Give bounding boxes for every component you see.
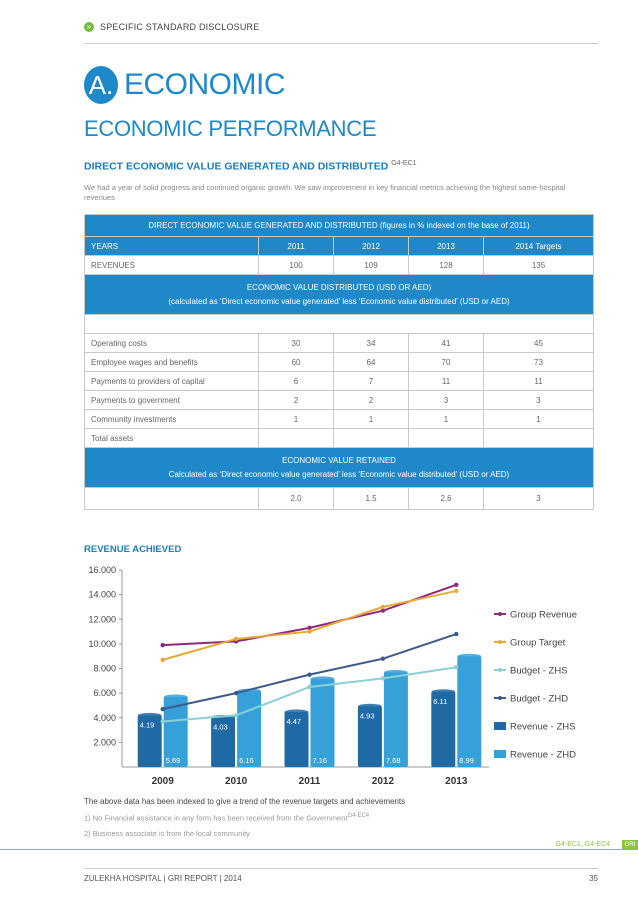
row-label: Total assets — [85, 429, 259, 448]
table-cell: 70 — [409, 353, 484, 372]
year-cell: 2012 — [334, 237, 409, 256]
line-point — [234, 637, 238, 641]
bar-value-label: 4.47 — [286, 716, 302, 726]
line-point — [454, 583, 458, 587]
x-tick-label: 2010 — [224, 776, 248, 787]
distributed-header-line: ECONOMIC VALUE DISTRIBUTED (USD OR AED) — [246, 282, 432, 292]
table-row — [85, 237, 594, 256]
distributed-header — [85, 275, 594, 315]
table-cell: 128 — [409, 256, 484, 275]
legend-label: Revenue - ZHD — [510, 749, 576, 761]
line-point — [381, 676, 385, 680]
chart-note: The above data has been indexed to give a trend of the revenue targets and achievements — [84, 797, 406, 806]
line-point — [454, 665, 458, 669]
disclosure-title — [84, 160, 417, 173]
legend-swatch — [494, 750, 506, 758]
table-row — [85, 256, 594, 275]
footnote-1 — [84, 813, 369, 823]
x-tick-label: 2011 — [298, 776, 321, 787]
table-row — [85, 372, 594, 391]
line-point — [454, 589, 458, 593]
table-cell: 30 — [259, 334, 334, 353]
economic-value-table — [84, 214, 594, 510]
y-tick-label: 14.000 — [88, 589, 116, 600]
legend-label: Revenue - ZHS — [510, 721, 576, 733]
table-cell: 1 — [484, 410, 594, 429]
legend-label: Group Revenue — [510, 609, 578, 621]
bar-cap — [358, 704, 382, 709]
table-row — [85, 488, 594, 510]
row-label: Payments to providers of capital — [85, 372, 259, 391]
line-point — [161, 658, 165, 662]
section-header — [84, 22, 259, 32]
bar-cap — [457, 654, 481, 659]
table-cell: 109 — [334, 256, 409, 275]
line-point — [307, 672, 311, 676]
table-cell: 45 — [484, 334, 594, 353]
table-row — [85, 391, 594, 410]
bar-cap — [285, 709, 309, 714]
bar-value-label: 5.69 — [165, 756, 181, 765]
distributed-header-line: (calculated as ‘Direct economic value generated’ less ‘Economic value distributed’ (USD or AED) — [168, 296, 510, 306]
y-tick-label: 10.000 — [88, 638, 116, 649]
table-cell: 1.5 — [334, 488, 409, 510]
line-point — [307, 629, 311, 633]
legend-label: Group Target — [510, 637, 566, 649]
green-divider — [0, 849, 638, 850]
y-tick-label: 2.000 — [93, 737, 116, 748]
spacer-row — [85, 315, 594, 334]
bar-value-label: 8.99 — [459, 756, 474, 765]
table-cell: 11 — [409, 372, 484, 391]
y-tick-label: 12.000 — [88, 614, 116, 625]
disclosure-title-text: DIRECT ECONOMIC VALUE GENERATED AND DISTRIBUTED — [84, 160, 389, 173]
section-header-label: SPECIFIC STANDARD DISCLOSURE — [100, 22, 260, 32]
table-cell: 1 — [259, 410, 334, 429]
year-cell: 2011 — [259, 237, 334, 256]
legend-swatch-dot — [498, 668, 502, 672]
table-cell — [259, 429, 334, 448]
bar-revenue-zhd — [384, 672, 408, 767]
table-row — [85, 429, 594, 448]
bar-revenue-zhd — [311, 679, 335, 767]
bar-cap — [311, 676, 335, 681]
table-cell: 2.0 — [259, 488, 334, 510]
table-cell: 60 — [259, 353, 334, 372]
bar-cap — [138, 713, 162, 718]
table-row — [85, 410, 594, 429]
table-cell: 34 — [334, 334, 409, 353]
table-header: DIRECT ECONOMIC VALUE GENERATED AND DISTRIBUTED (figures in % indexed on the base of 2011) — [85, 215, 594, 237]
row-label: Payments to government — [85, 391, 259, 410]
line-group-revenue — [163, 585, 457, 645]
years-label: YEARS — [85, 237, 259, 256]
table-cell: 135 — [484, 256, 594, 275]
year-cell: 2014 Targets — [484, 237, 594, 256]
legend-swatch — [494, 722, 506, 730]
subsection-title: ECONOMIC PERFORMANCE — [84, 116, 377, 141]
row-label: Employee wages and benefits — [85, 353, 259, 372]
line-point — [161, 719, 165, 723]
table-cell: 2.6 — [409, 488, 484, 510]
bar-value-label: 4.03 — [213, 722, 228, 732]
bar-value-label: 7.16 — [312, 756, 328, 765]
table-cell: 64 — [334, 353, 409, 372]
footnote-2: 2) Business associate is from the local community — [84, 829, 250, 838]
legend-label: Budget - ZHS — [510, 665, 568, 677]
footer-divider — [84, 868, 598, 869]
retained-header-line: ECONOMIC VALUE RETAINED — [282, 455, 396, 465]
bar-cap — [431, 689, 455, 694]
x-tick-label: 2013 — [445, 776, 468, 787]
table-cell: 1 — [409, 410, 484, 429]
x-tick-label: 2012 — [371, 776, 395, 787]
footnote-1-ref: G4-EC4 — [347, 813, 370, 819]
bar-value-label: 6.11 — [433, 696, 448, 706]
legend-swatch-dot — [498, 640, 502, 644]
revenue-chart-title: REVENUE ACHIEVED — [84, 544, 182, 555]
section-letter-badge: A. — [84, 66, 118, 104]
line-point — [234, 691, 238, 695]
page-number: 35 — [589, 874, 598, 883]
table-cell: 11 — [484, 372, 594, 391]
y-tick-label: 16.000 — [88, 565, 116, 575]
line-point — [161, 707, 165, 711]
bar-revenue-zhd — [457, 656, 481, 767]
line-point — [234, 713, 238, 717]
line-point — [161, 643, 165, 647]
footnote-1-text: 1) No Financial assistance in any form has been received from the Government — [84, 813, 348, 823]
table-cell: 1 — [334, 410, 409, 429]
line-point — [454, 632, 458, 636]
row-label: Community investments — [85, 410, 259, 429]
retained-header-line: Calculated as ‘Direct economic value generated’ less ‘Economic value distributed’ (USD or AED) — [168, 469, 510, 479]
table-cell: 100 — [259, 256, 334, 275]
section-title-text: ECONOMIC — [124, 68, 285, 101]
table-cell — [409, 429, 484, 448]
y-tick-label: 8.000 — [93, 663, 116, 674]
table-cell: 41 — [409, 334, 484, 353]
line-point — [381, 656, 385, 660]
gri-reference: G4-EC1, G4-EC4 — [555, 841, 610, 848]
table-cell — [484, 429, 594, 448]
y-tick-label: 4.000 — [93, 712, 116, 723]
section-title — [84, 66, 285, 104]
table-cell: 3 — [409, 391, 484, 410]
bar-value-label: 4.93 — [359, 711, 375, 721]
legend-label: Budget - ZHD — [510, 693, 569, 705]
x-tick-label: 2009 — [151, 776, 174, 787]
bar-value-label: 7.68 — [385, 756, 401, 765]
line-budget-zhd — [163, 634, 457, 709]
table-cell: 2 — [334, 391, 409, 410]
table-cell: 6 — [259, 372, 334, 391]
bar-value-label: 6.16 — [239, 756, 254, 765]
bar-value-label: 4.19 — [139, 720, 155, 730]
disclosure-intro: We had a year of solid progress and continued organic growth. We saw improvement in key financial metrics achieving the highest same-hospital revenues — [84, 183, 566, 202]
table-cell: 3 — [484, 488, 594, 510]
revenue-chart — [84, 562, 594, 792]
legend-swatch-dot — [498, 696, 502, 700]
table-cell: 3 — [484, 391, 594, 410]
row-label: REVENUES — [85, 256, 259, 275]
line-point — [307, 685, 311, 689]
y-tick-label: 6.000 — [93, 688, 116, 699]
table-row — [85, 353, 594, 372]
table-cell: 7 — [334, 372, 409, 391]
year-cell: 2013 — [409, 237, 484, 256]
table-row — [85, 334, 594, 353]
row-label: Operating costs — [85, 334, 259, 353]
retained-header — [85, 448, 594, 488]
table-cell: 73 — [484, 353, 594, 372]
bar-cap — [164, 694, 188, 699]
gri-tab: GRI — [622, 840, 638, 850]
legend-swatch-dot — [498, 612, 502, 616]
row-label — [85, 488, 259, 510]
chevron-icon: » — [84, 22, 94, 32]
footer-title: ZULEKHA HOSPITAL | GRI REPORT | 2014 — [84, 874, 242, 883]
table-cell: 2 — [259, 391, 334, 410]
header-divider — [84, 43, 598, 44]
table-cell — [334, 429, 409, 448]
disclosure-ref: G4-EC1 — [391, 160, 417, 167]
line-point — [381, 605, 385, 609]
